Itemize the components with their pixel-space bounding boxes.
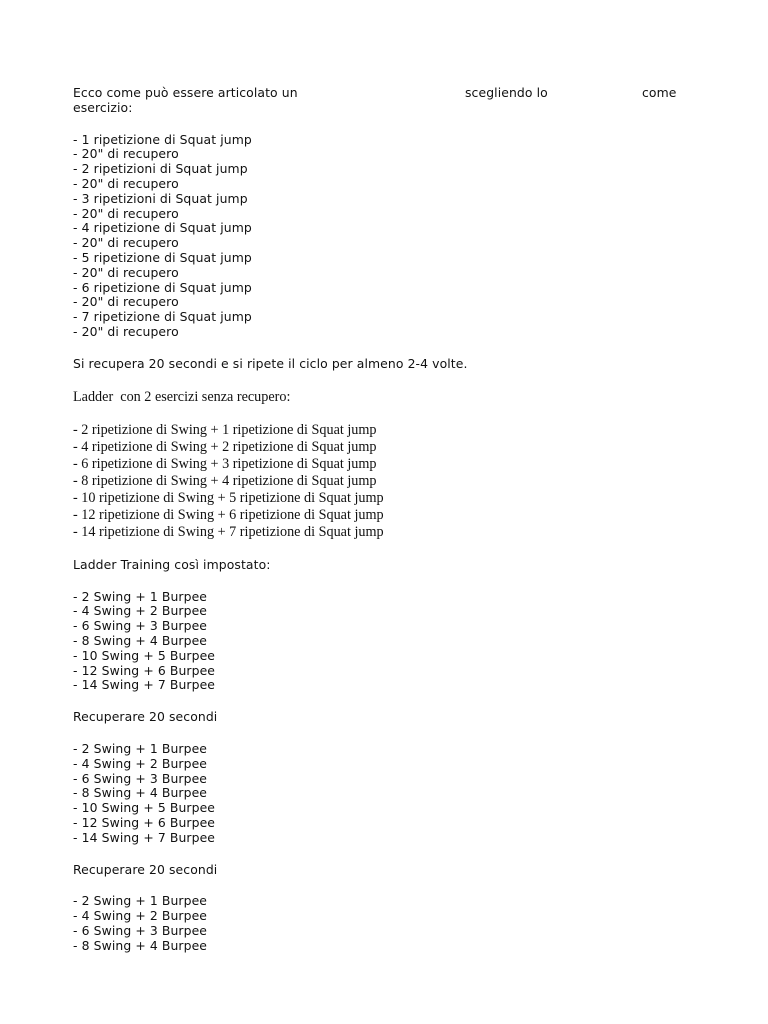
list-item: - 2 Swing + 1 Burpee bbox=[73, 740, 208, 756]
list-item: - 2 ripetizione di Swing + 1 ripetizione di Squat jump bbox=[73, 422, 377, 439]
ladder-training-heading: Ladder Training così impostato: bbox=[73, 556, 271, 572]
list-item: - 12 ripetizione di Swing + 6 ripetizione di Squat jump bbox=[73, 506, 384, 523]
squat-jump-list bbox=[73, 133, 693, 340]
list-item: - 8 Swing + 4 Burpee bbox=[73, 632, 208, 648]
list-item: - 10 Swing + 5 Burpee bbox=[73, 647, 216, 663]
intro-text-part2: scegliendo lo bbox=[465, 85, 548, 100]
document-page bbox=[73, 86, 693, 954]
list-item: - 12 Swing + 6 Burpee bbox=[73, 814, 216, 830]
list-item: - 20" di recupero bbox=[73, 235, 179, 251]
list-item: - 8 Swing + 4 Burpee bbox=[73, 937, 208, 953]
list-item: - 1 ripetizione di Squat jump bbox=[73, 131, 252, 147]
list-item: - 7 ripetizione di Squat jump bbox=[73, 309, 252, 325]
list-item: - 10 Swing + 5 Burpee bbox=[73, 800, 216, 816]
list-item: - 2 Swing + 1 Burpee bbox=[73, 588, 208, 604]
list-item: - 10 ripetizione di Swing + 5 ripetizione di Squat jump bbox=[73, 490, 384, 507]
list-item: - 6 ripetizione di Squat jump bbox=[73, 279, 252, 295]
cycle-note: Si recupera 20 secondi e si ripete il ciclo per almeno 2-4 volte. bbox=[73, 355, 468, 371]
swing-burpee-list-1 bbox=[73, 590, 693, 694]
list-item: - 4 ripetizione di Squat jump bbox=[73, 220, 252, 236]
list-item: - 20" di recupero bbox=[73, 294, 179, 310]
ladder-heading: Ladder con 2 esercizi senza recupero: bbox=[73, 388, 291, 405]
list-item: - 4 Swing + 2 Burpee bbox=[73, 755, 208, 771]
rest-note-1: Recuperare 20 secondi bbox=[73, 709, 218, 725]
list-item: - 2 Swing + 1 Burpee bbox=[73, 893, 208, 909]
list-item: - 2 ripetizioni di Squat jump bbox=[73, 161, 248, 177]
list-item: - 20" di recupero bbox=[73, 175, 179, 191]
list-item: - 8 ripetizione di Swing + 4 ripetizione di Squat jump bbox=[73, 473, 377, 490]
list-item: - 12 Swing + 6 Burpee bbox=[73, 662, 216, 678]
list-item: - 14 ripetizione di Swing + 7 ripetizione di Squat jump bbox=[73, 523, 384, 540]
swing-squat-list bbox=[73, 422, 693, 540]
list-item: - 14 Swing + 7 Burpee bbox=[73, 829, 216, 845]
list-item: - 20" di recupero bbox=[73, 323, 179, 339]
list-item: - 6 Swing + 3 Burpee bbox=[73, 618, 208, 634]
intro-line-1 bbox=[73, 86, 693, 101]
list-item: - 8 Swing + 4 Burpee bbox=[73, 785, 208, 801]
list-item: - 5 ripetizione di Squat jump bbox=[73, 249, 252, 265]
list-item: - 6 ripetizione di Swing + 3 ripetizione di Squat jump bbox=[73, 456, 377, 473]
list-item: - 3 ripetizioni di Squat jump bbox=[73, 190, 248, 206]
swing-burpee-list-2 bbox=[73, 742, 693, 846]
intro-line-2: esercizio: bbox=[73, 99, 133, 115]
list-item: - 20" di recupero bbox=[73, 264, 179, 280]
list-item: - 6 Swing + 3 Burpee bbox=[73, 922, 208, 938]
list-item: - 4 Swing + 2 Burpee bbox=[73, 908, 208, 924]
intro-text-part3: come bbox=[642, 85, 677, 100]
swing-burpee-list-3 bbox=[73, 894, 693, 953]
rest-note-2: Recuperare 20 secondi bbox=[73, 861, 218, 877]
list-item: - 20" di recupero bbox=[73, 205, 179, 221]
list-item: - 4 ripetizione di Swing + 2 ripetizione di Squat jump bbox=[73, 439, 377, 456]
list-item: - 4 Swing + 2 Burpee bbox=[73, 603, 208, 619]
list-item: - 14 Swing + 7 Burpee bbox=[73, 677, 216, 693]
list-item: - 6 Swing + 3 Burpee bbox=[73, 770, 208, 786]
intro-text-part1: Ecco come può essere articolato un bbox=[73, 85, 298, 100]
list-item: - 20" di recupero bbox=[73, 146, 179, 162]
